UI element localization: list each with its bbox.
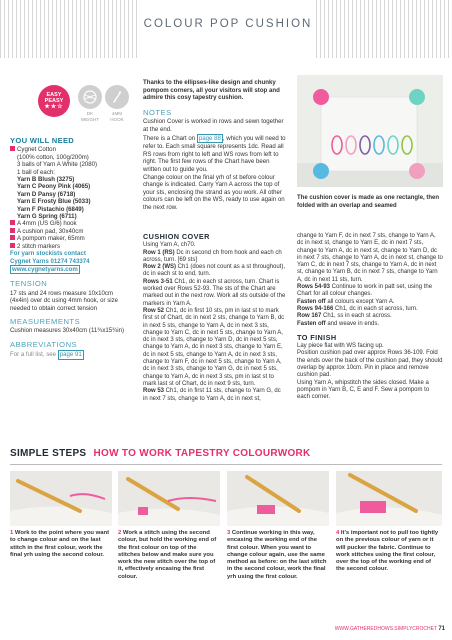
step-1-photo bbox=[10, 471, 112, 526]
yarn-b: Yarn B Blush (3275) bbox=[17, 176, 75, 184]
difficulty-label-2: PEASY bbox=[44, 98, 64, 104]
weight-caption-line1: DK bbox=[86, 111, 94, 116]
ball-icon bbox=[83, 90, 97, 104]
row2 bbox=[143, 264, 287, 279]
notes-p2-rest: , which you will need to refer to. Each small square represents 1dc. Read all RS rows from right to left and WS rows from left to right. The first few rows of the Chart have been written out to guide you. bbox=[143, 134, 286, 173]
row2-label: Row 2 (WS) bbox=[143, 264, 176, 271]
tension-text: 17 sts and 24 rows measure 10x10cm (4x4in) over dc using 4mm hook, or size needed to obtain correct tension bbox=[10, 289, 119, 312]
yarn-each-label: 1 ball of each: bbox=[17, 168, 55, 176]
yarn-c: Yarn C Peony Pink (4065) bbox=[17, 183, 91, 191]
bullet-square bbox=[10, 228, 15, 233]
difficulty-label-1: EASY bbox=[46, 92, 62, 98]
rows94-label: Rows 94-166 bbox=[297, 305, 334, 312]
yarn-name: Cygnet Cotton bbox=[17, 146, 56, 154]
row167-label: Row 167 bbox=[297, 313, 322, 320]
step-1-number: 1 bbox=[10, 530, 14, 536]
notes-column bbox=[143, 79, 287, 212]
simple-steps-subtitle: HOW TO WORK TAPESTRY COLOURWORK bbox=[93, 448, 311, 459]
row52-text: Ch1, dc in first 10 sts, pm in last st to mark first st of Chart, dc in next 2 sts, change to Yarn B, dc in next 5 sts, change to Yarn A, dc in next 3 sts, change to Yarn C, dc in next 5 sts, change to Yarn A, dc in next 3 sts, change to Yarn D, dc in next 5 sts, change to Yarn A, dc in next 3 sts, change to Yarn E, dc in next 5 sts, change to Yarn A, dc in next 3 sts, change to Yarn F, dc in next 5 sts, change to Yarn A, dc in next 3 sts, change to Yarn G, dc in next 5 sts, change to Yarn A, dc in next 3 sts, pm in last st to mark last st of Chart, dc in next 9 sts, turn. bbox=[143, 307, 285, 387]
to-finish-heading: TO FINISH bbox=[297, 332, 337, 342]
bullet-square bbox=[10, 146, 15, 151]
cushion-pad-item: A cushion pad, 30x40cm bbox=[17, 227, 84, 235]
row167 bbox=[297, 313, 443, 320]
hook-size-badge bbox=[105, 85, 129, 109]
cover-p1: Using Yarn A, ch70. bbox=[143, 242, 196, 249]
notes-p1: Cushion Cover is worked in rows and sewn together at the end. bbox=[143, 118, 284, 133]
materials-column bbox=[10, 137, 132, 360]
row53 bbox=[143, 388, 287, 403]
yarn-e: Yarn E Frosty Blue (5033) bbox=[17, 198, 91, 206]
step-3-photo bbox=[227, 471, 329, 526]
materials-item-pompom bbox=[10, 235, 132, 242]
page-footer bbox=[325, 626, 445, 632]
page-title: COLOUR POP CUSHION bbox=[143, 18, 313, 30]
row53-continued: change to Yarn F, dc in next 7 sts, change to Yarn A, dc in next st, change to Yarn E, dc in next 7 sts, change to Yarn A, dc in next st, change to Yarn D, dc in next 7 sts, change to Yarn A, dc in next st, change to Yarn C, dc in next 7 sts, change to Yarn A, dc in next st, change to Yarn B, dc in next 7 sts, change to Yarn A, dc in next 11 sts, turn. bbox=[297, 233, 443, 283]
chart-page-link[interactable]: page 88 bbox=[198, 134, 221, 142]
finish-p2: Position cushion pad over approx Rows 36-109. Fold the ends over the back of the cushion pad, they should overlap by approx 10cm. Pin in place and remove cushion pad. bbox=[297, 350, 443, 379]
yarn-detail: (100% cotton, 100g/200m) bbox=[17, 153, 89, 161]
step-1-text bbox=[10, 530, 110, 559]
difficulty-badge bbox=[38, 85, 70, 117]
fasten2-text: and weave in ends. bbox=[325, 320, 380, 327]
pompom-blush bbox=[409, 163, 425, 179]
step-3-description: Continue working in this way, encasing the working end of the first colour. When you want to change colour again, use the same method as before: on the last stitch in the second colour, work the final yrh using the first colour. bbox=[227, 530, 327, 580]
pompom-maker-item: A pompom maker, 65mm bbox=[17, 235, 85, 243]
fasten1-text: all colours except Yarn A. bbox=[325, 298, 395, 305]
footer-url-link[interactable]: WWW.GATHEREDHOWS.SIMPLYCROCHET bbox=[334, 626, 437, 632]
step-1-description: Work to the point where you want to change colour and on the last stitch in the first colour, work the final yrh using the second colour. bbox=[10, 530, 110, 558]
abbreviations-text bbox=[10, 350, 132, 359]
intro-text: Thanks to the ellipses-like design and chunky pompom corners, all your visitors will stop and admire this cosy tapestry cushion. bbox=[143, 79, 280, 102]
rows94-text: Ch1, dc in each st across, turn. bbox=[333, 305, 418, 312]
row1 bbox=[143, 250, 287, 265]
you-will-need-heading: YOU WILL NEED bbox=[10, 136, 75, 145]
step-3-text bbox=[227, 530, 327, 581]
divider bbox=[10, 464, 442, 465]
fasten2-label: Fasten off bbox=[297, 320, 326, 327]
fasten1-label: Fasten off bbox=[297, 298, 326, 305]
rows54-text: Continue to work in patt set, using the Chart for all colour changes. bbox=[297, 284, 433, 298]
hook-size-caption bbox=[102, 111, 132, 122]
row52 bbox=[143, 308, 287, 388]
pompom-mint bbox=[409, 89, 425, 105]
header-stripes-right bbox=[316, 0, 452, 58]
measurements-heading: MEASUREMENTS bbox=[10, 316, 81, 326]
pattern-column-right bbox=[297, 233, 443, 402]
step-2-photo bbox=[118, 471, 220, 526]
bullet-square bbox=[10, 235, 15, 240]
header-stripes-left bbox=[0, 0, 140, 58]
tension-heading: TENSION bbox=[10, 279, 48, 289]
row1-text: Dc in second ch from hook and each ch across, turn. [69 sts] bbox=[143, 249, 282, 263]
yarn-f: Yarn F Pistachio (6849) bbox=[17, 205, 84, 213]
rows54-label: Rows 54-93 bbox=[297, 284, 331, 291]
row53-text: Ch1, dc in first 11 sts, change to Yarn G, dc in next 7 sts, change to Yarn A, dc in next st, bbox=[143, 388, 281, 402]
stockists-line1: For yarn stockists contact bbox=[10, 250, 86, 258]
rows3-51 bbox=[143, 279, 287, 308]
materials-item-markers bbox=[10, 243, 132, 250]
step-4-photo bbox=[336, 471, 442, 526]
row52-label: Row 52 bbox=[143, 307, 165, 314]
simple-steps-label: SIMPLE STEPS bbox=[10, 448, 87, 459]
pompom-blue bbox=[313, 163, 329, 179]
yarn-d: Yarn D Pansy (6718) bbox=[17, 190, 76, 198]
hook-caption-line2: HOOK bbox=[110, 116, 124, 122]
row167-text: Ch1, ss in each st across. bbox=[321, 313, 392, 320]
step-4-number: 4 bbox=[336, 530, 340, 536]
stockists-line2: Cygnet Yarns 01274 743374 bbox=[10, 257, 90, 265]
rows3-label: Rows 3-51 bbox=[143, 278, 173, 285]
finish-p1: Lay piece flat with WS facing up. bbox=[297, 343, 384, 350]
step-4-text bbox=[336, 530, 440, 574]
notes-p2-lead: There is a Chart on bbox=[143, 134, 196, 142]
finish-p3: Using Yarn A, whipstitch the sides closed. Make a pompom in Yarn B, C, E and F. Sew a pompom to each corner. bbox=[297, 379, 430, 401]
page-number: 71 bbox=[438, 626, 445, 632]
cushion-photo bbox=[297, 75, 443, 187]
cushion-illustration bbox=[297, 75, 443, 187]
rows3-text: Ch1, dc in each st across, turn. Chart is worked over Rows 52-93. The sts of the Chart are marked out in the next row. Work all sts outside of the markers in Yarn A. bbox=[143, 278, 286, 307]
step-2-number: 2 bbox=[118, 530, 122, 536]
step-2-text bbox=[118, 530, 218, 581]
bullet-square bbox=[10, 220, 15, 225]
yarn-weight-caption bbox=[75, 111, 105, 122]
stitch-markers-item: 2 stitch markers bbox=[17, 242, 61, 250]
hook-icon bbox=[110, 90, 124, 104]
step-2-description: Work a stitch using the second colour, but hold the working end of the first colour on top of the stitches below and make sure you work the new stitch over the top of it, effectively encasing the first colour. bbox=[118, 530, 217, 580]
notes-p3: Change colour on the final yrh of st before colour change is indicated. Carry Yarn A across the top of your sts, enclosing the strand as you work. All other colours can be left on the WS, ready to use again on the next row. bbox=[143, 173, 285, 211]
measurements-text: Cushion measures 30x40cm (11¾x15¾in) bbox=[10, 327, 125, 335]
materials-item-yarn bbox=[10, 146, 132, 153]
cushion-cover-heading: CUSHION COVER bbox=[143, 232, 210, 241]
bullet-square bbox=[10, 243, 15, 248]
materials-item-hook bbox=[10, 220, 132, 227]
photo-caption: The cushion cover is made as one rectangle, then folded with an overlap and seamed bbox=[297, 195, 440, 209]
row2-text: Ch1 (does not count as a st throughout), dc in each st to end, turn. bbox=[143, 264, 286, 278]
rows54-93 bbox=[297, 284, 443, 299]
yarn-weight-badge bbox=[78, 85, 102, 109]
simple-steps-heading bbox=[10, 448, 442, 459]
materials-item-pad bbox=[10, 228, 132, 235]
notes-p2 bbox=[143, 134, 287, 174]
step-4-description: It's important not to pull too tightly on the previous colour of yarn or it will pucker the fabric. Continue to work stitches using the first colour, over the top of the working end of the second colour. bbox=[336, 530, 439, 573]
hook-item: A 4mm (US G/6) hook bbox=[17, 220, 77, 228]
abbreviations-heading: ABBREVIATIONS bbox=[10, 339, 78, 349]
fasten-off-1 bbox=[297, 299, 443, 306]
difficulty-stars: ★★☆ bbox=[44, 104, 64, 110]
rows94-166 bbox=[297, 306, 443, 313]
pattern-column bbox=[143, 233, 287, 403]
notes-heading: NOTES bbox=[143, 107, 172, 117]
fasten-off-2 bbox=[297, 321, 443, 328]
abbreviations-lead: For a full list, see bbox=[10, 351, 57, 359]
yarn-g: Yarn G Spring (6711) bbox=[17, 213, 77, 221]
hook-caption-line1: 4MM bbox=[111, 111, 123, 116]
abbreviations-page-link[interactable]: page 91 bbox=[59, 351, 82, 359]
pompom-pink bbox=[313, 89, 329, 105]
row53-label: Row 53 bbox=[143, 388, 165, 395]
yarn-a: 3 balls of Yarn A White (2080) bbox=[17, 161, 98, 169]
stockist-url-link[interactable]: www.cygnetyarns.com bbox=[12, 265, 78, 273]
step-3-number: 3 bbox=[227, 530, 231, 536]
row1-label: Row 1 (RS) bbox=[143, 249, 175, 256]
weight-caption-line2: WEIGHT bbox=[80, 116, 100, 122]
